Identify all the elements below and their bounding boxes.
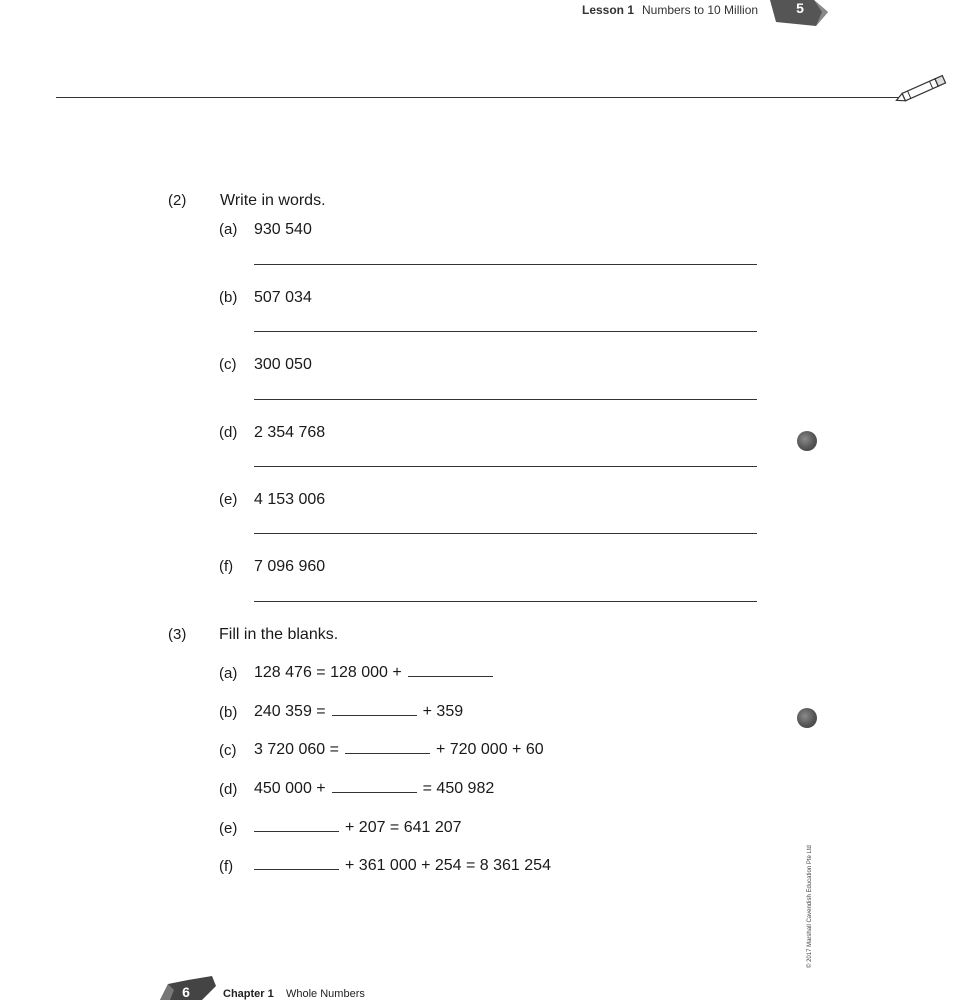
equation [254, 819, 462, 837]
number-to-write: 300 050 [254, 356, 312, 373]
lesson-label: Lesson 1 [582, 3, 635, 17]
item-letter: (d) [219, 424, 238, 441]
item-letter: (d) [219, 781, 238, 798]
equation [254, 741, 544, 759]
chapter-label: Chapter 1 [223, 988, 274, 1000]
page-number: 5 [796, 0, 804, 16]
equation-text: + 720 000 + 60 [435, 741, 544, 758]
number-to-write: 930 540 [254, 221, 312, 238]
equation-text: 128 476 = 128 000 + [254, 664, 402, 681]
page-number: 6 [182, 984, 190, 1000]
item-letter: (e) [219, 820, 238, 837]
number-to-write: 7 096 960 [254, 558, 326, 575]
item-letter: (b) [219, 704, 238, 721]
equation [254, 857, 551, 875]
number-to-write: 4 153 006 [254, 491, 326, 508]
answer-blank[interactable] [254, 819, 339, 832]
item-letter: (b) [219, 289, 238, 306]
answer-line[interactable] [254, 533, 757, 534]
equation-text: + 207 = 641 207 [345, 819, 462, 836]
pencil-icon [894, 74, 950, 104]
chapter-title: Whole Numbers [286, 988, 365, 1000]
answer-blank[interactable] [332, 780, 417, 793]
equation-text: 3 720 060 = [254, 741, 339, 758]
binder-hole-icon [797, 708, 817, 728]
answer-blank[interactable] [332, 703, 417, 716]
number-to-write: 507 034 [254, 289, 312, 306]
question-number: (3) [168, 626, 187, 643]
question-number: (2) [168, 192, 187, 209]
item-letter: (a) [219, 665, 238, 682]
item-letter: (f) [219, 558, 234, 575]
equation-text: 450 000 + [254, 780, 326, 797]
copyright-notice: © 2017 Marshall Cavendish Education Pte Ltd [807, 845, 813, 968]
answer-line[interactable] [254, 466, 757, 467]
question-instruction: Fill in the blanks. [219, 626, 339, 643]
lesson-title: Numbers to 10 Million [642, 3, 759, 17]
answer-line[interactable] [254, 601, 757, 602]
answer-blank[interactable] [345, 741, 430, 754]
answer-line[interactable] [254, 264, 757, 265]
writing-rule [56, 97, 902, 98]
equation [254, 703, 463, 721]
item-letter: (c) [219, 742, 237, 759]
item-letter: (e) [219, 491, 238, 508]
equation-text: + 359 [422, 703, 464, 720]
question-instruction: Write in words. [220, 192, 326, 209]
equation-text: = 450 982 [422, 780, 495, 797]
equation-text: + 361 000 + 254 = 8 361 254 [345, 857, 551, 874]
equation [254, 780, 494, 798]
binder-hole-icon [797, 431, 817, 451]
answer-blank[interactable] [408, 664, 493, 677]
answer-line[interactable] [254, 399, 757, 400]
item-letter: (c) [219, 356, 237, 373]
equation [254, 664, 499, 682]
answer-blank[interactable] [254, 857, 339, 870]
equation-text: 240 359 = [254, 703, 326, 720]
item-letter: (a) [219, 221, 238, 238]
answer-line[interactable] [254, 331, 757, 332]
item-letter: (f) [219, 858, 234, 875]
number-to-write: 2 354 768 [254, 424, 326, 441]
